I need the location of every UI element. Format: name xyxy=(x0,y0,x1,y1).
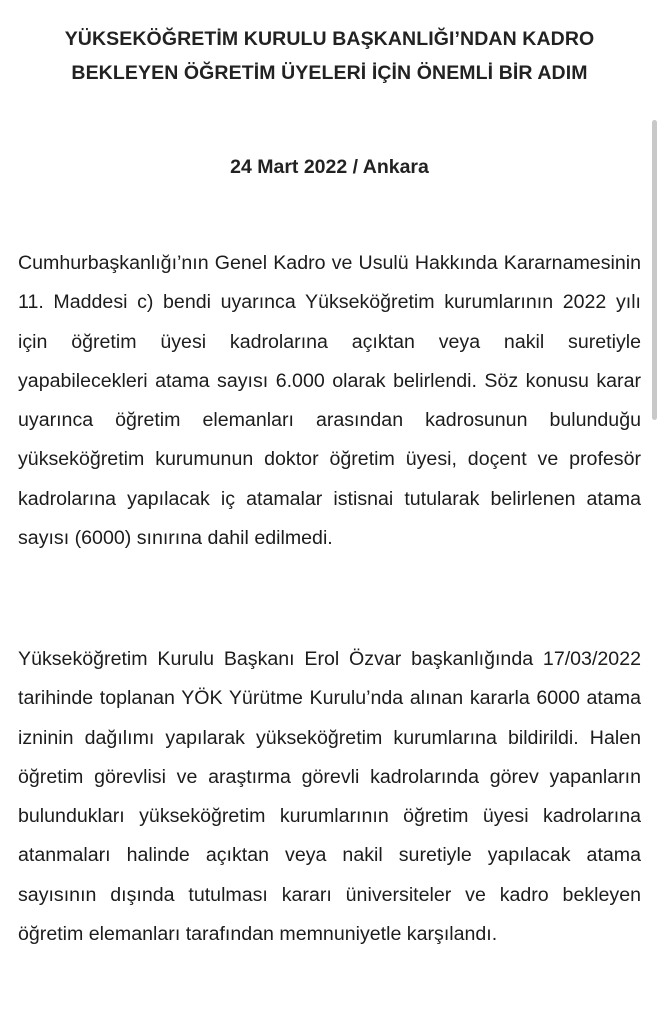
document-title: YÜKSEKÖĞRETİM KURULU BAŞKANLIĞI’NDAN KADRO BEKLEYEN ÖĞRETİM ÜYELERİ İÇİN ÖNEMLİ BİR ADIM xyxy=(64,28,595,84)
paragraph-1: Cumhurbaşkanlığı’nın Genel Kadro ve Usulü Hakkında Kararnamesinin 11. Maddesi c) bendi uyarınca Yükseköğretim kurumlarının 2022 yılı için öğretim üyesi kadrolarına açıktan veya nakil suretiyle yapabilecekleri atama sayısı 6.000 olarak belirlendi. Söz konusu karar uyarınca öğretim elemanları arasından kadrosunun bulunduğu yükseköğretim kurumunun doktor öğretim üyesi, doçent ve profesör kadrolarına yapılacak iç atamalar istisnai tutularak belirlenen atama sayısı (6000) sınırına dahil edilmedi. xyxy=(18,252,641,550)
paragraph-2: Yükseköğretim Kurulu Başkanı Erol Özvar başkanlığında 17/03/2022 tarihinde toplanan YÖK Yürütme Kurulu’nda alınan kararla 6000 atama izninin dağılımı yapılarak yükseköğretim kurumlarına bildirildi. Halen öğretim görevlisi ve araştırma görevli kadrolarında görev yapanların bulundukları yükseköğretim kurumlarının öğretim üyesi kadrolarına atanmaları halinde açıktan veya nakil suretiyle yapılacak atama sayısının dışında tutulması kararı üniversiteler ve kadro bekleyen öğretim elemanları tarafından memnuniyetle karşılandı. xyxy=(18,648,641,946)
document-date: 24 Mart 2022 / Ankara xyxy=(230,156,429,178)
scrollbar-thumb[interactable] xyxy=(652,120,657,420)
